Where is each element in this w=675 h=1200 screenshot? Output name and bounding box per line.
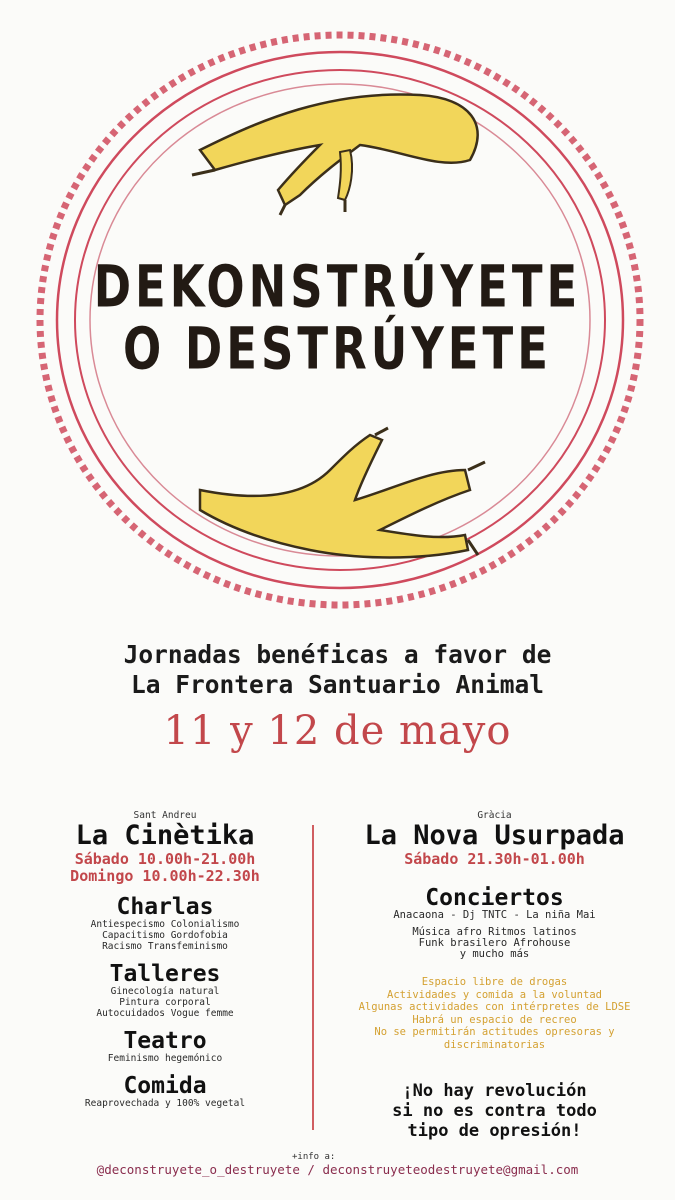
slogan-line-0: ¡No hay revolución (402, 1081, 587, 1101)
charlas-line-0: Antiespecismo Colonialismo (90, 919, 240, 930)
slogan-line-1: si no es contra todo (392, 1101, 597, 1121)
left-venue: La Cinètika (75, 820, 255, 851)
music-line-0: Música afro Ritmos latinos (412, 926, 577, 938)
section-comida: Comida (123, 1073, 207, 1099)
right-venue: La Nova Usurpada (364, 820, 625, 851)
charlas-line-2: Racismo Transfeminismo (102, 941, 228, 952)
slogan-line-2: tipo de opresión! (407, 1121, 582, 1141)
teatro-line-0: Feminismo hegemónico (107, 1053, 223, 1064)
music-line-1: Funk brasilero Afrohouse (418, 937, 571, 949)
talleres-line-2: Autocuidados Vogue femme (96, 1008, 234, 1019)
note-3: Habrá un espacio de recreo (412, 1013, 577, 1026)
artwork-title-line-1: DEKONSTRÚYETE (93, 253, 582, 321)
section-charlas: Charlas (116, 894, 214, 920)
left-column-la-cinetika (20, 810, 310, 1109)
subtitle-line-1: Jornadas benéficas a favor de (123, 640, 552, 669)
right-schedule-0: Sábado 21.30h-01.00h (404, 850, 585, 868)
comida-line-0: Reaprovechada y 100% vegetal (84, 1098, 246, 1109)
info-label: +info a: (292, 1152, 336, 1162)
column-divider (312, 825, 314, 1130)
section-talleres: Talleres (109, 961, 221, 987)
event-date: 11 y 12 de mayo (163, 708, 512, 754)
note-5: discriminatorias (443, 1038, 546, 1051)
note-2: Algunas actividades con intérpretes de LDSE (358, 1001, 631, 1013)
left-schedule-1: Domingo 10.00h-22.30h (70, 867, 260, 885)
section-teatro: Teatro (123, 1028, 207, 1054)
subtitle (0, 640, 675, 700)
talleres-line-1: Pintura corporal (119, 997, 211, 1008)
note-1: Actividades y comida a la voluntad (387, 988, 602, 1001)
charlas-line-1: Capacitismo Gordofobia (102, 930, 228, 941)
section-conciertos: Conciertos (425, 885, 564, 911)
subtitle-line-2: La Frontera Santuario Animal (130, 670, 544, 699)
talleres-line-0: Ginecología natural (110, 986, 220, 997)
note-0: Espacio libre de drogas (421, 976, 568, 988)
artwork-title-line-2: O DESTRÚYETE (123, 315, 552, 383)
footer-contact: @deconstruyete_o_destruyete / deconstruyeteodestruyete@gmail.com (96, 1162, 579, 1177)
top-claw-illustration (192, 94, 478, 215)
left-schedule-0: Sábado 10.00h-21.00h (74, 850, 256, 868)
right-column-la-nova-usurpada (322, 810, 667, 1141)
right-area: Gràcia (477, 810, 512, 821)
note-4: No se permitirán actitudes opresoras y (374, 1026, 615, 1038)
concert-bands: Anacaona - Dj TNTC - La niña Mai (393, 909, 596, 921)
music-line-2: y mucho más (459, 948, 530, 960)
left-area: Sant Andreu (133, 810, 197, 821)
